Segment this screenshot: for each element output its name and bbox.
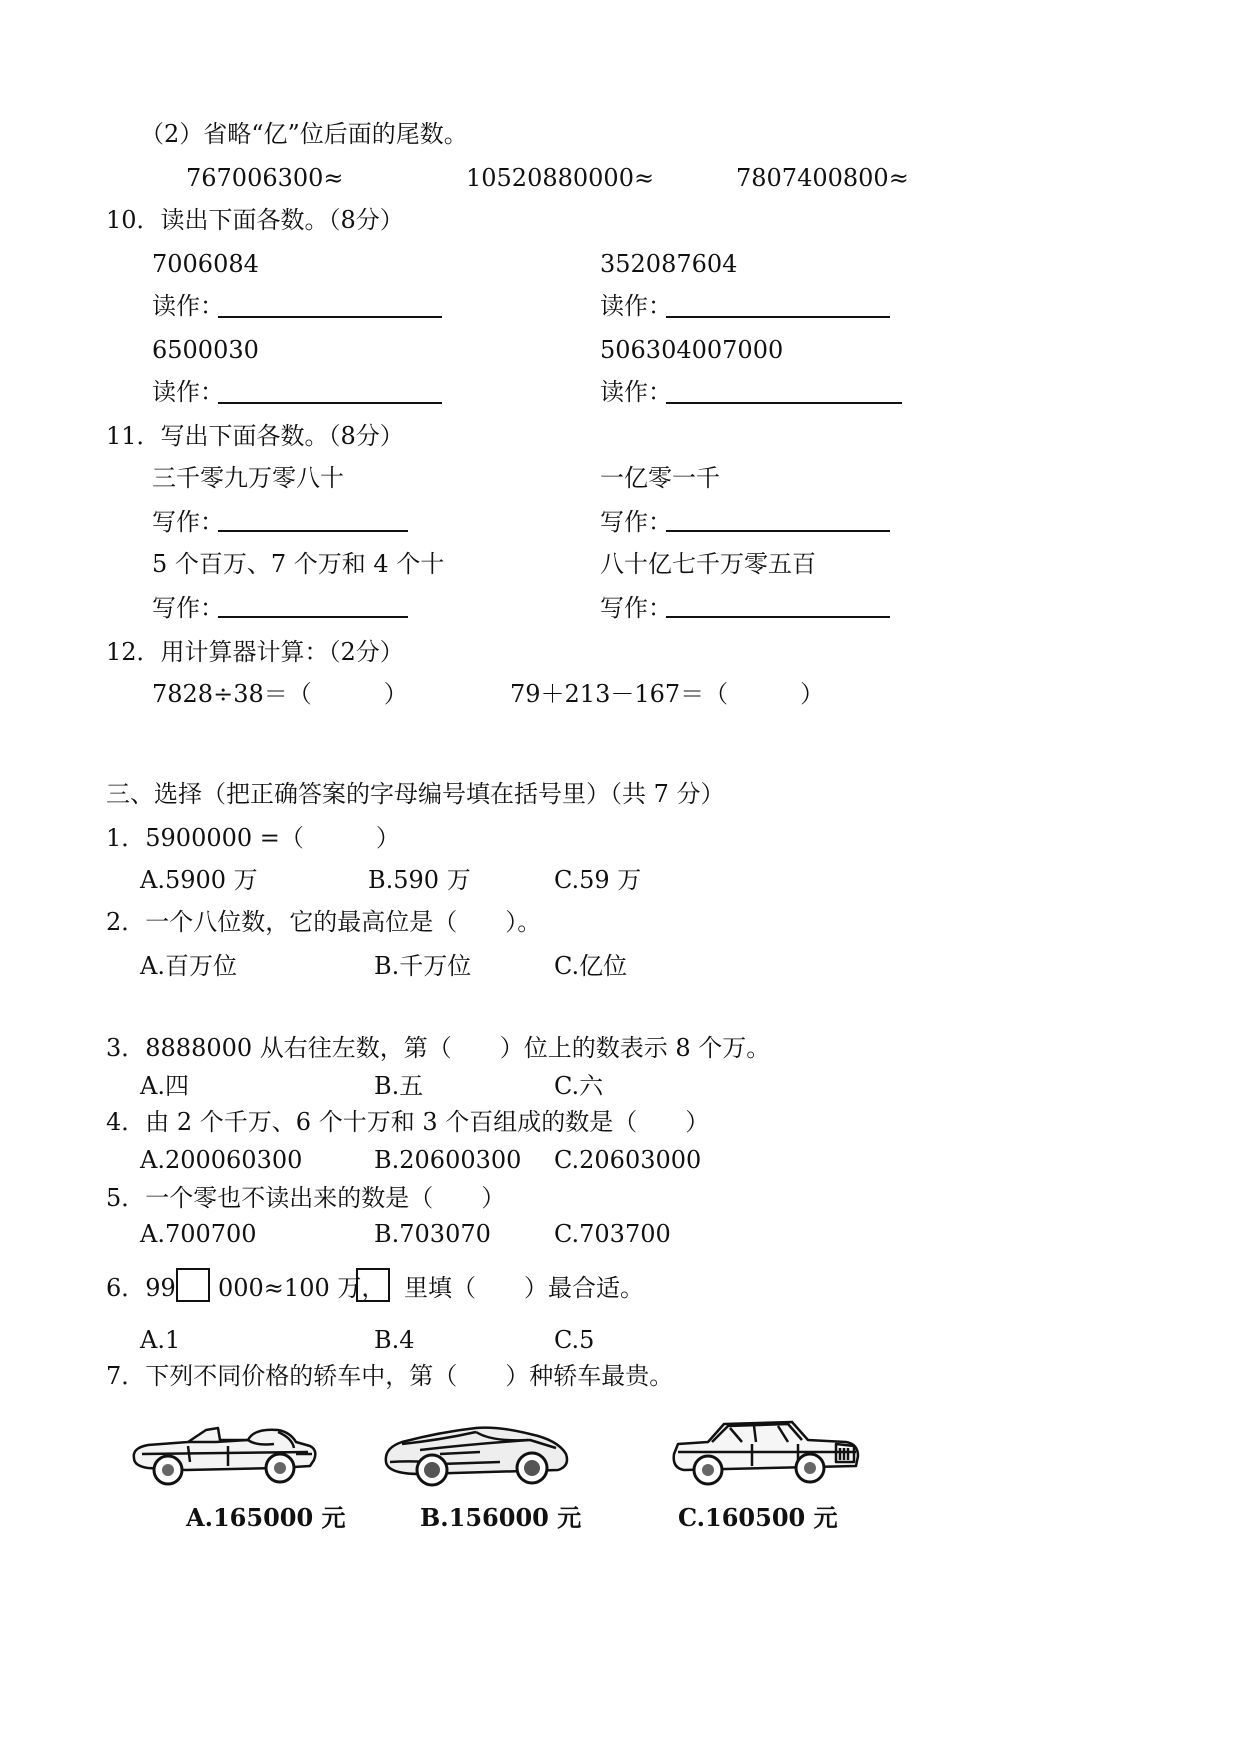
- s3-q7-price-b: B.156000 元: [420, 1503, 582, 1532]
- q9-item-1: 767006300≈: [186, 164, 344, 192]
- q11-words-1: 三千零九万零八十: [152, 464, 344, 492]
- q10-read-label-2: 读作：: [600, 292, 672, 320]
- q10-read-label-4: 读作：: [600, 378, 672, 406]
- s3-q5-option-a[interactable]: A.700700: [140, 1220, 257, 1248]
- q10-answer-line-4[interactable]: [666, 402, 902, 404]
- s3-q5-option-b[interactable]: B.703070: [374, 1220, 491, 1248]
- s3-q6-blank-box-1[interactable]: [176, 1268, 210, 1302]
- s3-q3-stem: 3．8888000 从右往左数，第（ ）位上的数表示 8 个万。: [106, 1034, 771, 1062]
- s3-q4-option-b[interactable]: B.20600300: [374, 1146, 522, 1174]
- q12-expression-2: 79＋213－167＝（ ）: [510, 680, 825, 708]
- s3-q3-option-b[interactable]: B.五: [374, 1072, 424, 1100]
- q10-number-2: 352087604: [600, 250, 738, 278]
- q11-answer-line-1[interactable]: [218, 530, 408, 532]
- sports-car-icon[interactable]: [380, 1418, 572, 1494]
- q11-words-2: 一亿零一千: [600, 464, 720, 492]
- q10-answer-line-2[interactable]: [666, 316, 890, 318]
- q11-answer-line-2[interactable]: [666, 530, 890, 532]
- s3-q3-option-a[interactable]: A.四: [140, 1072, 189, 1100]
- q11-write-label-2: 写作：: [600, 508, 672, 536]
- q12-heading: 12．用计算器计算：（2分）: [106, 638, 404, 666]
- s3-q1-option-c[interactable]: C.59 万: [554, 866, 642, 894]
- q11-words-4: 八十亿七千万零五百: [600, 550, 816, 578]
- q10-number-4: 506304007000: [600, 336, 784, 364]
- s3-q6-stem-tail: 里填（ ）最合适。: [404, 1274, 644, 1302]
- q9-item-3: 7807400800≈: [736, 164, 909, 192]
- q11-write-label-4: 写作：: [600, 594, 672, 622]
- q10-read-label-1: 读作：: [152, 292, 224, 320]
- q9-part2-heading: （2）省略“亿”位后面的尾数。: [140, 120, 468, 148]
- q10-number-3: 6500030: [152, 336, 259, 364]
- s3-q7-stem: 7．下列不同价格的轿车中，第（ ）种轿车最贵。: [106, 1362, 674, 1390]
- s3-q2-option-c[interactable]: C.亿位: [554, 952, 628, 980]
- convertible-car-icon[interactable]: [128, 1418, 320, 1494]
- q10-read-label-3: 读作：: [152, 378, 224, 406]
- s3-q4-option-a[interactable]: A.200060300: [140, 1146, 303, 1174]
- s3-q6-option-c[interactable]: C.5: [554, 1326, 595, 1354]
- q12-expression-1: 7828÷38＝（ ）: [152, 680, 408, 708]
- s3-q5-stem: 5．一个零也不读出来的数是（ ）: [106, 1184, 506, 1212]
- q10-answer-line-3[interactable]: [218, 402, 442, 404]
- q10-answer-line-1[interactable]: [218, 316, 442, 318]
- s3-q1-option-b[interactable]: B.590 万: [368, 866, 471, 894]
- s3-q7-price-c: C.160500 元: [678, 1503, 838, 1532]
- q10-number-1: 7006084: [152, 250, 259, 278]
- s3-q4-option-c[interactable]: C.20603000: [554, 1146, 702, 1174]
- q11-write-label-1: 写作：: [152, 508, 224, 536]
- s3-q2-option-b[interactable]: B.千万位: [374, 952, 472, 980]
- s3-q6-option-a[interactable]: A.1: [140, 1326, 181, 1354]
- q10-heading: 10．读出下面各数。（8分）: [106, 206, 404, 234]
- s3-q6-blank-box-2: [356, 1268, 390, 1302]
- q11-write-label-3: 写作：: [152, 594, 224, 622]
- q11-answer-line-4[interactable]: [666, 616, 890, 618]
- q11-answer-line-3[interactable]: [218, 616, 408, 618]
- s3-q5-option-c[interactable]: C.703700: [554, 1220, 671, 1248]
- s3-q6-option-b[interactable]: B.4: [374, 1326, 415, 1354]
- s3-q3-option-c[interactable]: C.六: [554, 1072, 604, 1100]
- sedan-car-icon[interactable]: [668, 1414, 864, 1494]
- s3-q1-option-a[interactable]: A.5900 万: [140, 866, 258, 894]
- section3-heading: 三、选择（把正确答案的字母编号填在括号里）（共 7 分）: [106, 780, 725, 808]
- s3-q7-price-a: A.165000 元: [186, 1503, 346, 1532]
- q11-heading: 11．写出下面各数。（8分）: [106, 422, 404, 450]
- q9-item-2: 10520880000≈: [466, 164, 655, 192]
- s3-q6-stem-number: 6．99: [106, 1274, 176, 1302]
- s3-q2-option-a[interactable]: A.百万位: [140, 952, 237, 980]
- s3-q2-stem: 2．一个八位数，它的最高位是（ ）。: [106, 908, 542, 936]
- s3-q6-stem-middle: 000≈100 万，: [218, 1274, 386, 1302]
- s3-q4-stem: 4．由 2 个千万、6 个十万和 3 个百组成的数是（ ）: [106, 1108, 710, 1136]
- s3-q1-stem: 1．5900000 =（ ）: [106, 824, 400, 852]
- q11-words-3: 5 个百万、7 个万和 4 个十: [152, 550, 445, 578]
